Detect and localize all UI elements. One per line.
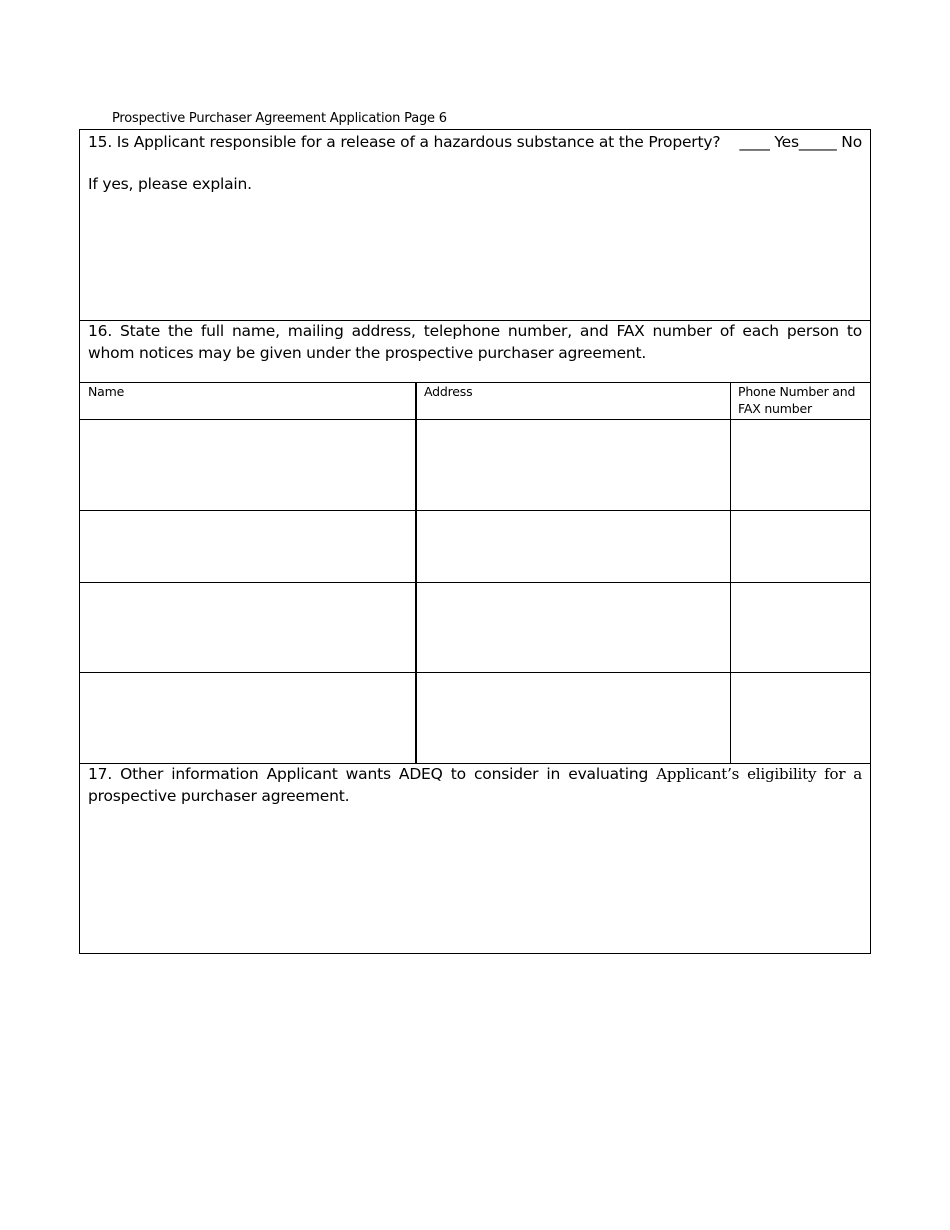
question-17-text-serif: Applicant’s eligibility for a: [656, 765, 862, 783]
question-16-text: 16. State the full name, mailing address, telephone number, and FAX number of each person to whom notices may be given under the prospective purchaser agreement.: [88, 322, 862, 362]
question-17-answer-area[interactable]: [80, 812, 870, 952]
contact-3-phone-cell[interactable]: [731, 583, 870, 672]
question-17-text-end: prospective purchaser agreement.: [88, 787, 350, 805]
contact-1-name-cell[interactable]: [81, 420, 415, 510]
contact-4-phone-cell[interactable]: [731, 673, 870, 763]
contact-1-address-cell[interactable]: [417, 420, 730, 510]
application-form: [79, 129, 871, 954]
contact-2-name-cell[interactable]: [81, 511, 415, 582]
question-15-explain-label: If yes, please explain.: [88, 175, 252, 193]
question-15: [88, 131, 862, 153]
question-15-text: 15. Is Applicant responsible for a release of a hazardous substance at the Property?: [88, 133, 721, 151]
column-header-name: Name: [88, 384, 125, 399]
contact-3-address-cell[interactable]: [417, 583, 730, 672]
contact-3-name-cell[interactable]: [81, 583, 415, 672]
contact-1-phone-cell[interactable]: [731, 420, 870, 510]
contact-4-name-cell[interactable]: [81, 673, 415, 763]
contact-4-address-cell[interactable]: [417, 673, 730, 763]
yes-no-options[interactable]: ____ Yes_____ No: [739, 133, 862, 151]
question-15-answer-area[interactable]: [80, 200, 870, 318]
contact-2-phone-cell[interactable]: [731, 511, 870, 582]
question-17-text: [88, 763, 862, 807]
question-17-text-start: 17. Other information Applicant wants ADEQ to consider in evaluating: [88, 765, 657, 783]
column-header-phone: Phone Number and FAX number: [738, 384, 856, 416]
column-header-address: Address: [424, 384, 473, 399]
page-header: Prospective Purchaser Agreement Application Page 6: [112, 111, 447, 126]
contact-2-address-cell[interactable]: [417, 511, 730, 582]
